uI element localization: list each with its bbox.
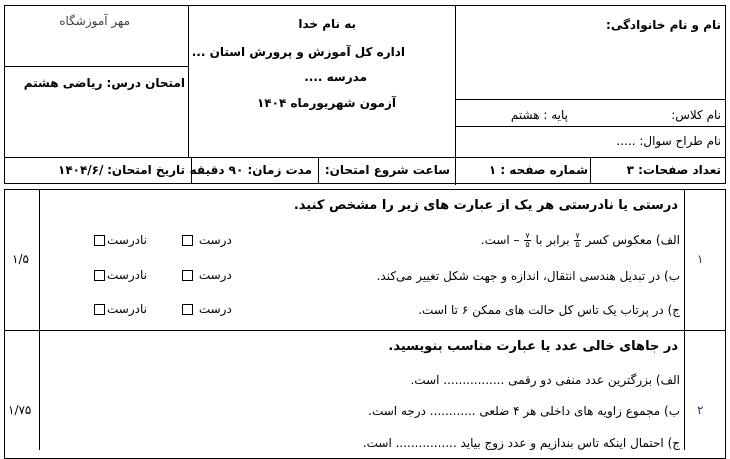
divider bbox=[4, 330, 726, 331]
fraction: $\frac{۷}{۵}$ bbox=[525, 231, 530, 249]
question-item: ج) در پرتاب یک تاس کل حالت های ممکن ۶ تا است. bbox=[418, 303, 680, 317]
divider bbox=[455, 99, 726, 100]
school-seal-label: مهر آموزشگاه bbox=[59, 14, 130, 28]
false-option[interactable]: نادرست bbox=[92, 233, 147, 247]
true-option[interactable]: درست bbox=[180, 268, 232, 282]
true-option[interactable]: درست bbox=[180, 233, 232, 247]
class-label: نام کلاس: bbox=[671, 108, 721, 122]
start-time-label: ساعت شروع امتحان: bbox=[324, 163, 450, 177]
checkbox bbox=[182, 235, 193, 246]
question-item: ب) مجموع زاویه های داخلی هر ۴ ضلعی ............ درجه است. bbox=[368, 404, 680, 418]
divider bbox=[684, 189, 685, 450]
checkbox bbox=[94, 270, 105, 281]
pages-label: تعداد صفحات: ۳ bbox=[626, 163, 721, 177]
designer-label: نام طراح سوال: ..... bbox=[616, 134, 721, 148]
question-title: درستی یا نادرستی هر یک از عبارت های زیر را مشخص کنید. bbox=[293, 198, 678, 213]
question-item: ب) در تبدیل هندسی انتقال، اندازه و جهت شکل تغییر می‌کند. bbox=[376, 269, 680, 283]
question-score: ۱/۵ bbox=[12, 252, 29, 266]
date-label: تاریخ امتحان: bbox=[107, 163, 185, 177]
course-label: امتحان درس: ریاضی هشتم bbox=[23, 76, 185, 90]
exam-title: آزمون شهریورماه ۱۴۰۴ bbox=[256, 96, 396, 110]
divider bbox=[318, 157, 319, 184]
grade-label: پایه : هشتم bbox=[510, 108, 568, 122]
student-name-label: نام و نام خانوادگی: bbox=[606, 18, 721, 32]
duration-label: مدت زمان: ۹۰ دقیقه bbox=[189, 163, 312, 177]
page-number-label: شماره صفحه : ۱ bbox=[488, 163, 588, 177]
question-item: الف) بزرگترین عدد منفی دو رقمی ................ است. bbox=[410, 373, 680, 387]
fraction: $\frac{۷}{۵}$ bbox=[575, 231, 580, 249]
divider bbox=[188, 5, 189, 157]
divider bbox=[590, 157, 591, 184]
checkbox bbox=[94, 235, 105, 246]
checkbox bbox=[94, 304, 105, 315]
office-name: اداره کل آموزش و پرورش استان ... bbox=[191, 45, 405, 59]
question-item: الف) معکوس کسر $\frac{۷}{۵}$ برابر با $\frac{۷}{۵}$ – است. bbox=[480, 231, 680, 249]
checkbox bbox=[182, 304, 193, 315]
question-score: ۱/۷۵ bbox=[8, 403, 32, 417]
false-option[interactable]: نادرست bbox=[92, 302, 147, 316]
divider bbox=[4, 66, 189, 67]
divider bbox=[39, 189, 40, 450]
bismillah: به نام خدا bbox=[298, 17, 356, 31]
questions-table bbox=[4, 189, 726, 459]
divider bbox=[455, 5, 456, 185]
question-item: ج) احتمال اینکه تاس بندازیم و عدد زوج بیاید ................ است. bbox=[362, 436, 680, 450]
true-option[interactable]: درست bbox=[180, 302, 232, 316]
false-option[interactable]: نادرست bbox=[92, 268, 147, 282]
divider bbox=[455, 126, 726, 127]
question-title: در جاهای خالی عدد یا عبارت مناسب بنویسید. bbox=[388, 339, 678, 354]
divider bbox=[4, 157, 726, 158]
question-number: ۱ bbox=[697, 252, 704, 266]
school-name: مدرسه .... bbox=[304, 70, 367, 84]
date-value: ۱۴۰۴/۶/ bbox=[58, 163, 104, 177]
question-number: ۲ bbox=[697, 403, 704, 417]
checkbox bbox=[182, 270, 193, 281]
